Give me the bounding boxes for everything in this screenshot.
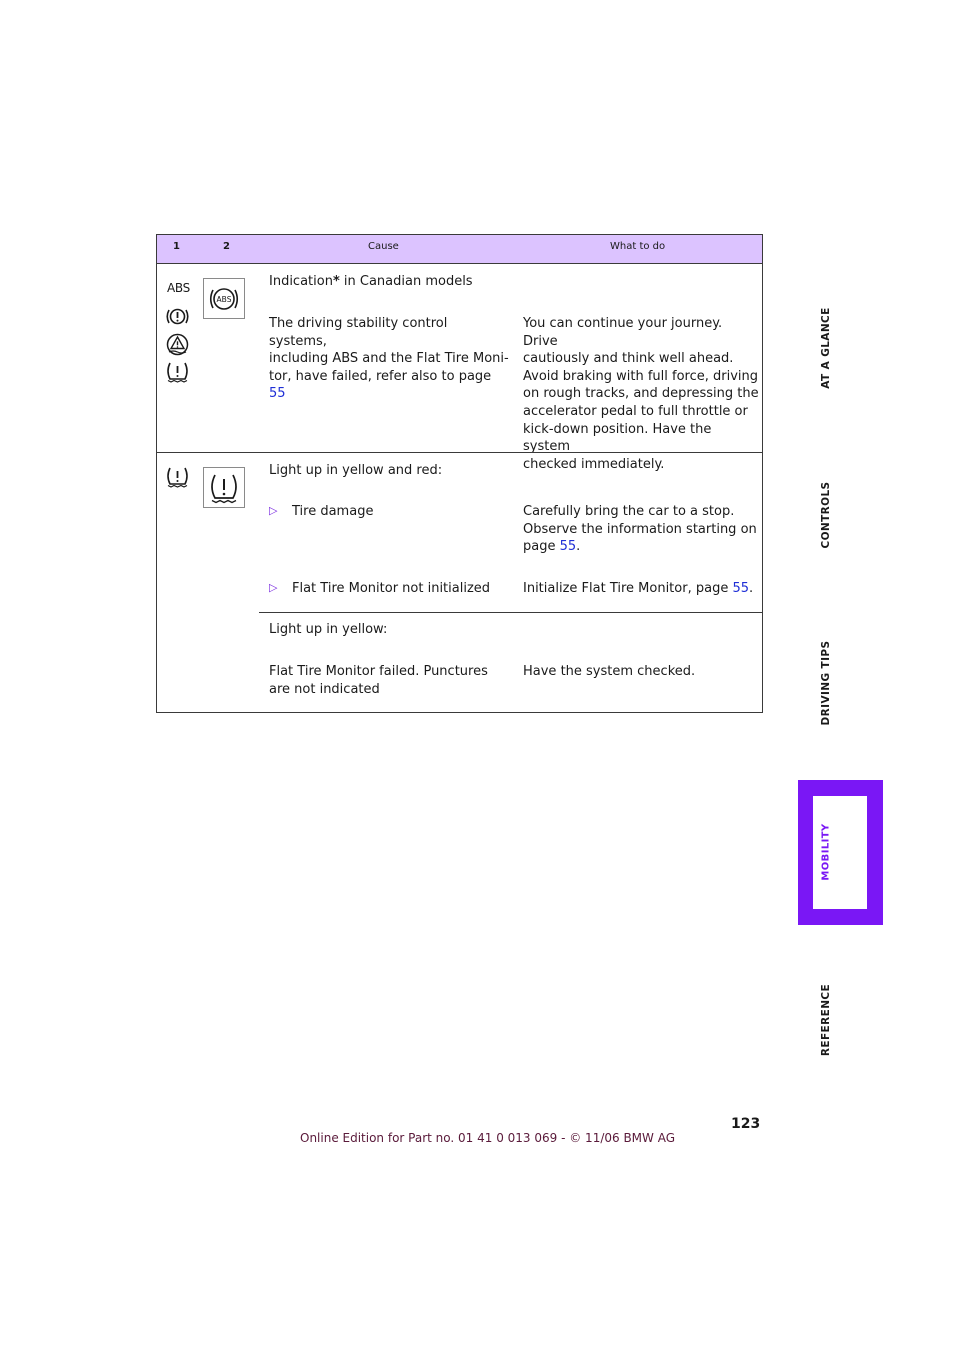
row3-action: Have the system checked. [523, 664, 696, 679]
row2-item1-cause: Tire damage [292, 504, 374, 519]
tire-pressure-lamp-icon [203, 467, 245, 508]
tire-pressure-icon [165, 465, 190, 489]
sidebar-tab-driving-tips[interactable]: DRIVING TIPS [820, 640, 832, 726]
sidebar-tab-controls[interactable]: CONTROLS [820, 481, 832, 549]
brake-warning-icon [165, 306, 190, 327]
header-col-2: 2 [223, 241, 230, 252]
table-header [157, 235, 762, 264]
header-cause: Cause [368, 241, 399, 252]
row3-cause: Flat Tire Monitor failed. Punctures are not indicated [269, 664, 488, 697]
footer-edition-note: Online Edition for Part no. 01 41 0 013 069 - © 11/06 BMW AG [300, 1131, 676, 1145]
row1-action: You can continue your journey. Drive cautiously and think well ahead. Avoid braking with full force, driving on rough tracks, and depressing the accelerator pedal to full throttle or kick-down position. Have the system checked immediately. [523, 316, 759, 472]
row-divider [157, 452, 762, 453]
bullet-triangle-icon: ▷ [269, 581, 278, 594]
page-number: 123 [731, 1116, 761, 1132]
header-what-to-do: What to do [610, 241, 666, 252]
abs-lamp-text: ABS [216, 295, 232, 304]
row2-item2-cause: Flat Tire Monitor not initialized [292, 581, 491, 596]
row1-cause: The driving stability control systems, including ABS and the Flat Tire Moni- tor, have failed, refer also to page 55 [269, 316, 509, 402]
page-link-55[interactable]: 55 [559, 539, 577, 555]
sub-row-divider [259, 612, 762, 613]
row2-heading: Light up in yellow and red: [269, 463, 443, 478]
row3-heading: Light up in yellow: [269, 622, 388, 637]
sidebar-tab-reference[interactable]: REFERENCE [820, 983, 832, 1057]
page-link-55[interactable]: 55 [269, 386, 286, 402]
header-col-1: 1 [173, 241, 180, 252]
row1-heading: Indication* in Canadian models [269, 274, 473, 289]
row2-item2-action: Initialize Flat Tire Monitor, page 55. [523, 581, 754, 596]
abs-lamp-icon [203, 278, 245, 319]
abs-text-icon: ABS [167, 281, 190, 295]
sidebar-tab-mobility-highlight[interactable] [798, 780, 883, 925]
tire-pressure-icon [165, 360, 190, 384]
bullet-triangle-icon: ▷ [269, 504, 278, 517]
page-link-55[interactable]: 55 [732, 581, 749, 596]
warning-lamps-table [156, 234, 763, 713]
sidebar-tab-mobility[interactable]: MOBILITY [820, 823, 832, 881]
row2-item1-action: Carefully bring the car to a stop. Observe the information starting on page 55. [523, 504, 757, 555]
stability-control-icon [165, 333, 190, 356]
sidebar-tab-at-a-glance[interactable]: AT A GLANCE [820, 307, 832, 389]
